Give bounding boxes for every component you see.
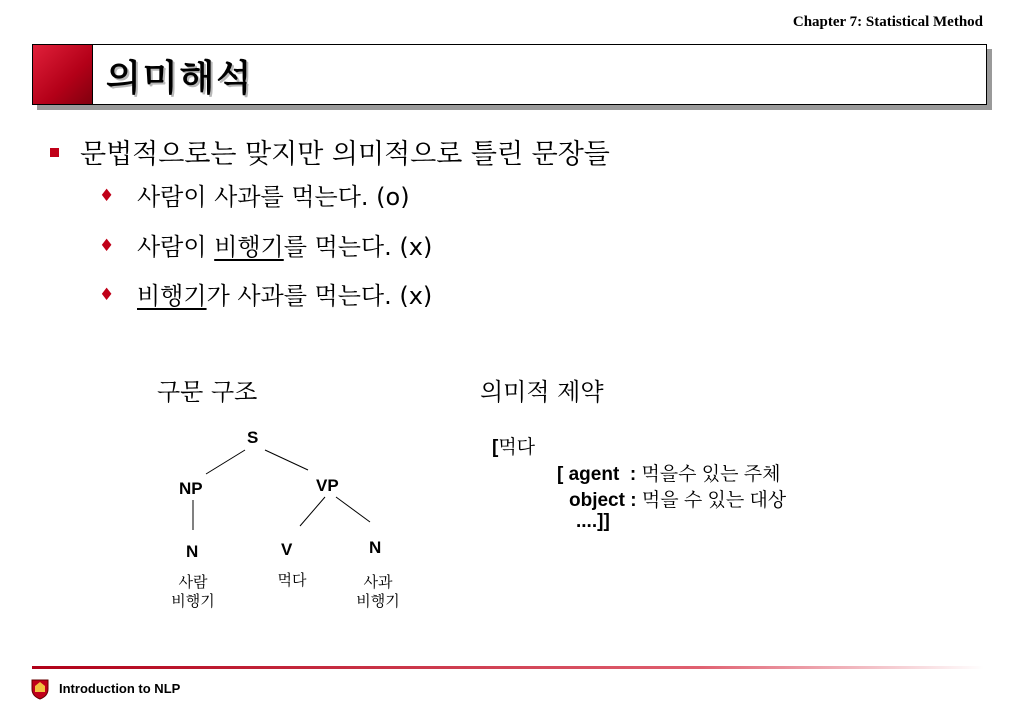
word-n2-a: 사과 <box>363 573 393 591</box>
word-n1 <box>163 573 223 611</box>
footer-text: Introduction to NLP <box>59 681 181 696</box>
tree-node-np: NP <box>179 479 203 498</box>
slide-title: 의미해석 <box>106 58 254 99</box>
edge-vp-v <box>300 497 325 526</box>
word-n2-b: 비행기 <box>356 592 400 610</box>
tree-node-s: S <box>247 428 259 447</box>
sem-open-bracket: [ <box>492 437 499 458</box>
sub-bullet-2-underlined: 비행기 <box>214 233 284 261</box>
sub-bullet-3-underlined: 비행기 <box>137 282 207 310</box>
sem-agent-value: 먹을수 있는 주체 <box>636 464 781 485</box>
sem-agent-line <box>557 459 781 486</box>
sub-bullet-3-post: 가 사과를 먹는다. (x) <box>206 282 433 310</box>
word-n1-b: 비행기 <box>171 592 215 610</box>
sem-close-line <box>576 511 610 533</box>
diamond-bullet-icon: ♦ <box>99 285 115 305</box>
diamond-bullet-icon: ♦ <box>99 236 115 256</box>
chapter-label: Chapter 7: Statistical Method <box>792 14 983 30</box>
edge-vp-n <box>336 497 370 522</box>
sem-object-key: object : <box>569 490 637 511</box>
edge-s-vp <box>265 450 308 470</box>
word-n2 <box>348 573 408 611</box>
sem-head-word: 먹다 <box>498 437 536 458</box>
main-bullet-text: 문법적으로는 맞지만 의미적으로 틀린 문장들 <box>80 139 610 170</box>
sub-bullet-2-pre: 사람이 <box>137 233 215 261</box>
edge-s-np <box>206 450 245 474</box>
shield-logo-icon <box>31 678 49 700</box>
tree-node-vp: VP <box>316 476 339 495</box>
semantics-heading: 의미적 제약 <box>480 378 604 406</box>
word-n1-a: 사람 <box>178 573 208 591</box>
word-v <box>262 571 322 590</box>
sem-close: ....]] <box>576 511 610 532</box>
sub-bullet-2-post: 를 먹는다. (x) <box>283 233 433 261</box>
sem-object-line <box>569 485 786 512</box>
tree-node-n2: N <box>369 538 382 557</box>
sem-agent-key: [ agent : <box>557 464 637 485</box>
sub-bullet-1: 사람이 사과를 먹는다. (o) <box>137 183 410 211</box>
syntax-heading: 구문 구조 <box>157 378 258 406</box>
sem-head-line <box>492 432 535 459</box>
tree-node-n1: N <box>186 542 199 561</box>
footer-divider <box>32 666 984 669</box>
diamond-bullet-icon: ♦ <box>99 186 115 206</box>
tree-node-v: V <box>281 540 293 559</box>
sem-object-value: 먹을 수 있는 대상 <box>636 490 787 511</box>
word-v-text: 먹다 <box>277 571 307 589</box>
